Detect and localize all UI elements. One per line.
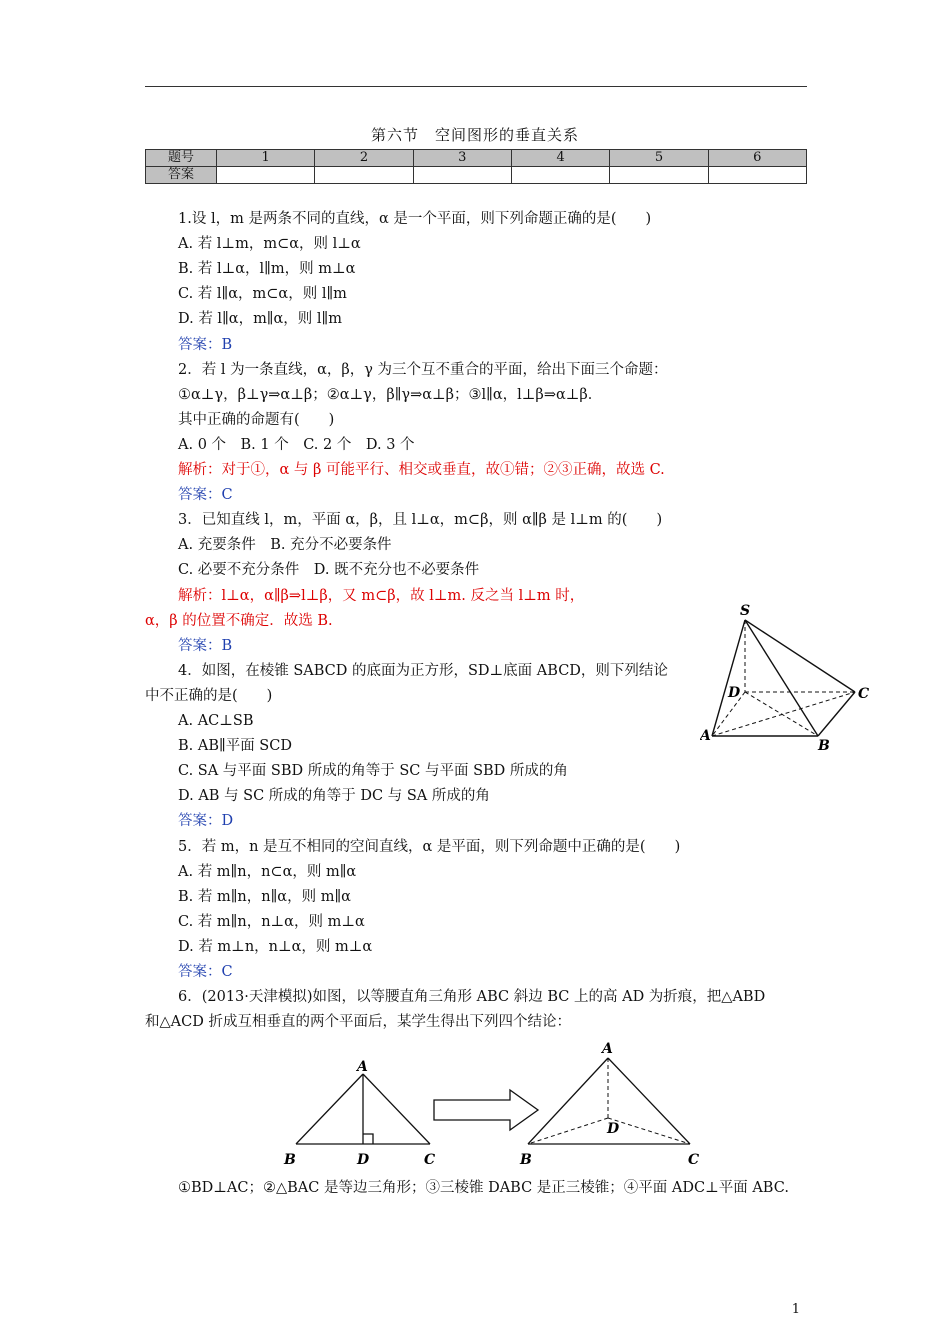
table-number: 1 [217, 150, 315, 167]
explanation-line: α，β 的位置不确定．故选 B. [145, 612, 333, 629]
text-line: ①α⊥γ，β⊥γ⇒α⊥β；②α⊥γ，β∥γ⇒α⊥β；③l∥α，l⊥β⇒α⊥β． [178, 386, 603, 403]
text-line: C. SA 与平面 SBD 所成的角等于 SC 与平面 SBD 所成的角 [178, 763, 568, 780]
header-rule [145, 86, 807, 87]
text-line: D. 若 m⊥n，n⊥α，则 m⊥α [178, 938, 373, 955]
answer-line: 答案：D [178, 813, 234, 830]
label-C: C [858, 686, 870, 702]
label-A: A [700, 728, 711, 744]
answer-line: 答案：C [178, 487, 233, 504]
text-line: 中不正确的是( ) [145, 687, 273, 704]
answer-cell[interactable] [413, 167, 511, 184]
text-line: C. 必要不充分条件 D. 既不充分也不必要条件 [178, 562, 480, 579]
explanation-line: 解析：对于①，α 与 β 可能平行、相交或垂直，故①错；②③正确，故选 C. [178, 462, 665, 478]
text-line: 3．已知直线 l，m，平面 α，β，且 l⊥α，m⊂β，则 α∥β 是 l⊥m 的( ) [178, 512, 663, 529]
answer-line: 答案：B [178, 336, 233, 353]
answer-cell[interactable] [708, 167, 806, 184]
text-line: 2．若 l 为一条直线，α，β，γ 为三个互不重合的平面，给出下面三个命题： [178, 361, 668, 378]
text-line: A. 0 个 B. 1 个 C. 2 个 D. 3 个 [178, 436, 415, 453]
table-header-label: 题号 [146, 150, 217, 167]
text-line: A. 若 m∥n，n⊂α，则 m∥α [178, 863, 357, 880]
table-number: 3 [413, 150, 511, 167]
text-line: C. 若 m∥n，n⊥α，则 m⊥α [178, 913, 365, 930]
label-D: D [607, 1121, 620, 1137]
text-line: 1.设 l，m 是两条不同的直线，α 是一个平面，则下列命题正确的是( ) [178, 211, 652, 227]
label-C: C [688, 1152, 700, 1168]
table-number: 4 [511, 150, 609, 167]
answer-cell[interactable] [511, 167, 609, 184]
answer-cell[interactable] [610, 167, 708, 184]
text-line: B. 若 m∥n，n∥α，则 m∥α [178, 888, 351, 905]
text-line: 6．(2013·天津模拟)如图，以等腰直角三角形 ABC 斜边 BC 上的高 AD 为折痕，把△ABD [178, 989, 766, 1006]
label-D: D [357, 1152, 370, 1168]
page-number: 1 [791, 1302, 800, 1317]
folded-figure [512, 1036, 712, 1175]
text-line: B. AB∥平面 SCD [178, 738, 292, 755]
text-line: B. 若 l⊥α，l∥m，则 m⊥α [178, 261, 356, 278]
conclusion-line: ①BD⊥AC；②△BAC 是等边三角形；③三棱锥 DABC 是正三棱锥；④平面 ADC⊥平面 ABC. [178, 1180, 789, 1196]
text-line: A. 充要条件 B. 充分不必要条件 [178, 537, 392, 554]
table-number: 5 [610, 150, 708, 167]
label-S: S [740, 603, 751, 619]
answer-line: 答案：C [178, 964, 233, 980]
text-line: 和△ACD 折成互相垂直的两个平面后，某学生得出下列四个结论： [145, 1014, 571, 1031]
text-line: D. AB 与 SC 所成的角等于 DC 与 SA 所成的角 [178, 788, 490, 805]
label-D: D [728, 685, 741, 701]
page-title: 第六节 空间图形的垂直关系 [370, 126, 579, 144]
answer-line: 答案：B [178, 637, 233, 654]
label-C: C [424, 1152, 436, 1168]
table-answer-label: 答案 [146, 167, 217, 184]
label-A: A [602, 1041, 613, 1057]
label-B: B [818, 738, 830, 754]
text-line: 4．如图，在棱锥 SABCD 的底面为正方形，SD⊥底面 ABCD，则下列结论 [178, 662, 668, 679]
answer-cell[interactable] [315, 167, 413, 184]
text-line: D. 若 l∥α，m∥α，则 l∥m [178, 311, 342, 328]
label-B: B [520, 1152, 532, 1168]
pyramid-figure [700, 598, 890, 762]
explanation-line: 解析：l⊥α，α∥β⇒l⊥β，又 m⊂β，故 l⊥m. 反之当 l⊥m 时， [178, 587, 585, 604]
label-B: B [284, 1152, 296, 1168]
table-number: 2 [315, 150, 413, 167]
table-number: 6 [708, 150, 806, 167]
answer-table [145, 149, 807, 184]
label-A: A [357, 1059, 368, 1075]
text-line: A. AC⊥SB [178, 713, 254, 729]
text-line: 5．若 m，n 是互不相同的空间直线，α 是平面，则下列命题中正确的是( ) [178, 838, 681, 855]
text-line: C. 若 l∥α，m⊂α，则 l∥m [178, 286, 347, 303]
answer-cell[interactable] [217, 167, 315, 184]
text-line: A. 若 l⊥m，m⊂α，则 l⊥α [178, 236, 361, 253]
triangle-figure [280, 1058, 450, 1174]
text-line: 其中正确的命题有( ) [178, 411, 335, 428]
